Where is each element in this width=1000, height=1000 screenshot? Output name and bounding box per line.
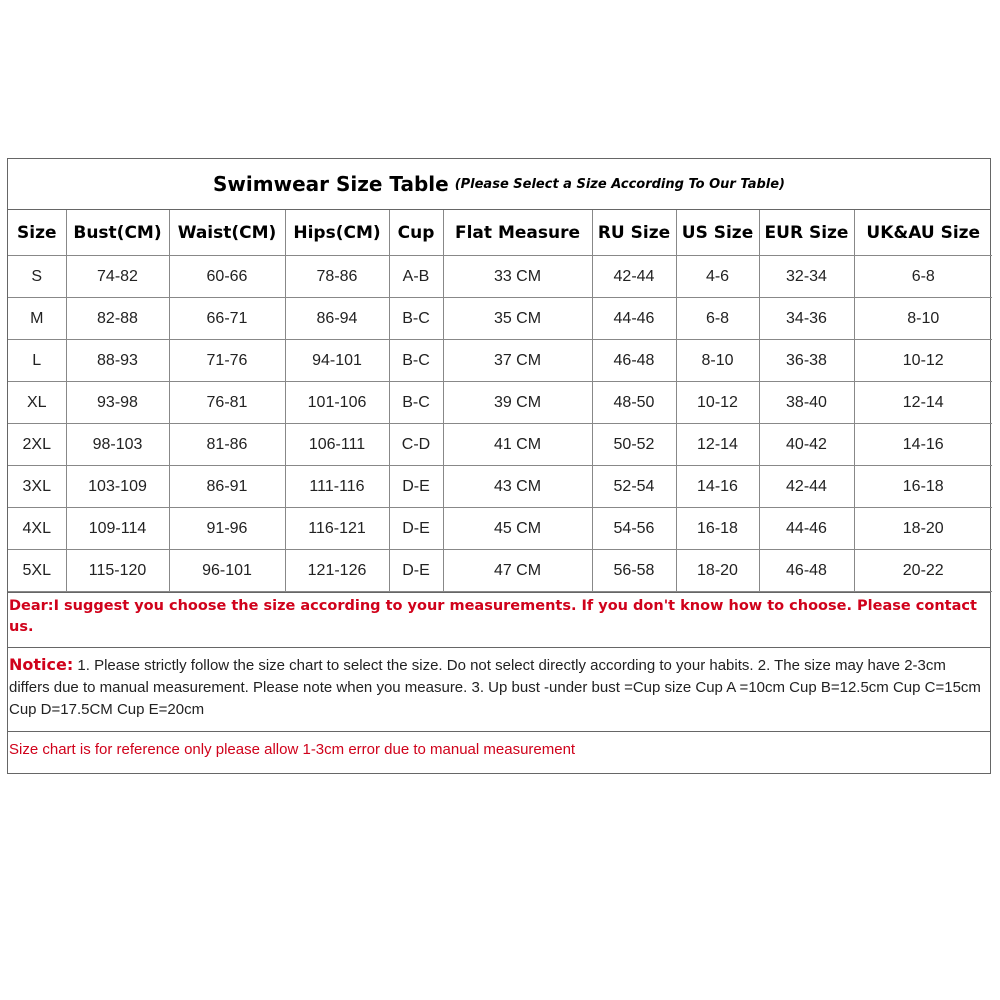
- table-cell: 20-22: [854, 550, 992, 592]
- table-cell: 103-109: [66, 466, 169, 508]
- table-cell: 71-76: [169, 340, 285, 382]
- table-cell: 47 CM: [443, 550, 592, 592]
- table-row: [8, 256, 992, 298]
- table-cell: 74-82: [66, 256, 169, 298]
- table-cell: 86-91: [169, 466, 285, 508]
- notice-text: 1. Please strictly follow the size chart to select the size. Do not select directly according to your habits. 2. The size may have 2-3cm differs due to manual measurement. Please note when you measure. 3. Up bust -under bust =Cup size Cup A =10cm Cup B=12.5cm Cup C=15cm Cup D=17.5CM Cup E=20cm: [9, 657, 981, 718]
- table-cell: L: [8, 340, 66, 382]
- table-cell: XL: [8, 382, 66, 424]
- table-row: [8, 340, 992, 382]
- table-row: [8, 466, 992, 508]
- table-cell: 109-114: [66, 508, 169, 550]
- table-cell: D-E: [389, 466, 443, 508]
- table-row: [8, 550, 992, 592]
- header-flat-measure: Flat Measure: [443, 210, 592, 256]
- header-waist: Waist(CM): [169, 210, 285, 256]
- table-cell: 42-44: [592, 256, 676, 298]
- size-table: [8, 210, 992, 592]
- table-cell: 16-18: [854, 466, 992, 508]
- table-cell: 16-18: [676, 508, 759, 550]
- header-us-size: US Size: [676, 210, 759, 256]
- table-cell: 2XL: [8, 424, 66, 466]
- page-title: Swimwear Size Table: [213, 172, 449, 196]
- table-cell: 66-71: [169, 298, 285, 340]
- table-cell: 4-6: [676, 256, 759, 298]
- table-cell: 91-96: [169, 508, 285, 550]
- table-row: [8, 508, 992, 550]
- table-row: [8, 382, 992, 424]
- table-cell: S: [8, 256, 66, 298]
- table-cell: 14-16: [854, 424, 992, 466]
- table-cell: 18-20: [854, 508, 992, 550]
- table-cell: 116-121: [285, 508, 389, 550]
- table-row: [8, 298, 992, 340]
- table-cell: 5XL: [8, 550, 66, 592]
- table-cell: 41 CM: [443, 424, 592, 466]
- header-hips: Hips(CM): [285, 210, 389, 256]
- table-cell: 98-103: [66, 424, 169, 466]
- table-cell: 60-66: [169, 256, 285, 298]
- table-cell: D-E: [389, 550, 443, 592]
- table-cell: 46-48: [592, 340, 676, 382]
- table-cell: 4XL: [8, 508, 66, 550]
- table-cell: 82-88: [66, 298, 169, 340]
- header-bust: Bust(CM): [66, 210, 169, 256]
- table-cell: 96-101: [169, 550, 285, 592]
- table-cell: B-C: [389, 340, 443, 382]
- header-cup: Cup: [389, 210, 443, 256]
- table-cell: 50-52: [592, 424, 676, 466]
- table-cell: 8-10: [854, 298, 992, 340]
- table-cell: 12-14: [676, 424, 759, 466]
- size-chart-frame: [7, 158, 991, 774]
- table-cell: 3XL: [8, 466, 66, 508]
- table-cell: 42-44: [759, 466, 854, 508]
- table-cell: 93-98: [66, 382, 169, 424]
- table-cell: M: [8, 298, 66, 340]
- table-cell: 32-34: [759, 256, 854, 298]
- table-cell: 54-56: [592, 508, 676, 550]
- table-cell: B-C: [389, 382, 443, 424]
- table-cell: D-E: [389, 508, 443, 550]
- page-subtitle: (Please Select a Size According To Our Table): [454, 176, 785, 192]
- table-cell: 78-86: [285, 256, 389, 298]
- table-cell: 35 CM: [443, 298, 592, 340]
- header-ru-size: RU Size: [592, 210, 676, 256]
- table-cell: 37 CM: [443, 340, 592, 382]
- dear-note: Dear:I suggest you choose the size according to your measurements. If you don't know how to choose. Please contact us.: [8, 592, 990, 647]
- table-cell: 94-101: [285, 340, 389, 382]
- table-cell: 45 CM: [443, 508, 592, 550]
- table-cell: 86-94: [285, 298, 389, 340]
- reference-note: Size chart is for reference only please allow 1-3cm error due to manual measurement: [8, 731, 990, 773]
- table-cell: 111-116: [285, 466, 389, 508]
- table-cell: 76-81: [169, 382, 285, 424]
- table-cell: 52-54: [592, 466, 676, 508]
- table-cell: 18-20: [676, 550, 759, 592]
- table-cell: 12-14: [854, 382, 992, 424]
- header-size: Size: [8, 210, 66, 256]
- table-cell: 14-16: [676, 466, 759, 508]
- notice-label: Notice:: [9, 655, 74, 674]
- table-cell: 36-38: [759, 340, 854, 382]
- table-cell: 40-42: [759, 424, 854, 466]
- table-cell: A-B: [389, 256, 443, 298]
- table-cell: 39 CM: [443, 382, 592, 424]
- table-cell: 6-8: [854, 256, 992, 298]
- table-cell: 101-106: [285, 382, 389, 424]
- table-header-row: [8, 210, 992, 256]
- table-cell: C-D: [389, 424, 443, 466]
- table-cell: 38-40: [759, 382, 854, 424]
- title-row: [8, 159, 990, 210]
- table-cell: 44-46: [759, 508, 854, 550]
- table-cell: 56-58: [592, 550, 676, 592]
- table-cell: 10-12: [854, 340, 992, 382]
- table-cell: 6-8: [676, 298, 759, 340]
- header-uk-au-size: UK&AU Size: [854, 210, 992, 256]
- header-eur-size: EUR Size: [759, 210, 854, 256]
- table-cell: 46-48: [759, 550, 854, 592]
- table-cell: 48-50: [592, 382, 676, 424]
- table-row: [8, 424, 992, 466]
- table-cell: 34-36: [759, 298, 854, 340]
- table-cell: 81-86: [169, 424, 285, 466]
- table-cell: 43 CM: [443, 466, 592, 508]
- table-cell: 115-120: [66, 550, 169, 592]
- table-cell: 33 CM: [443, 256, 592, 298]
- notice-note: [8, 647, 990, 731]
- table-cell: 10-12: [676, 382, 759, 424]
- table-cell: B-C: [389, 298, 443, 340]
- table-cell: 44-46: [592, 298, 676, 340]
- table-cell: 8-10: [676, 340, 759, 382]
- table-cell: 121-126: [285, 550, 389, 592]
- table-cell: 106-111: [285, 424, 389, 466]
- table-cell: 88-93: [66, 340, 169, 382]
